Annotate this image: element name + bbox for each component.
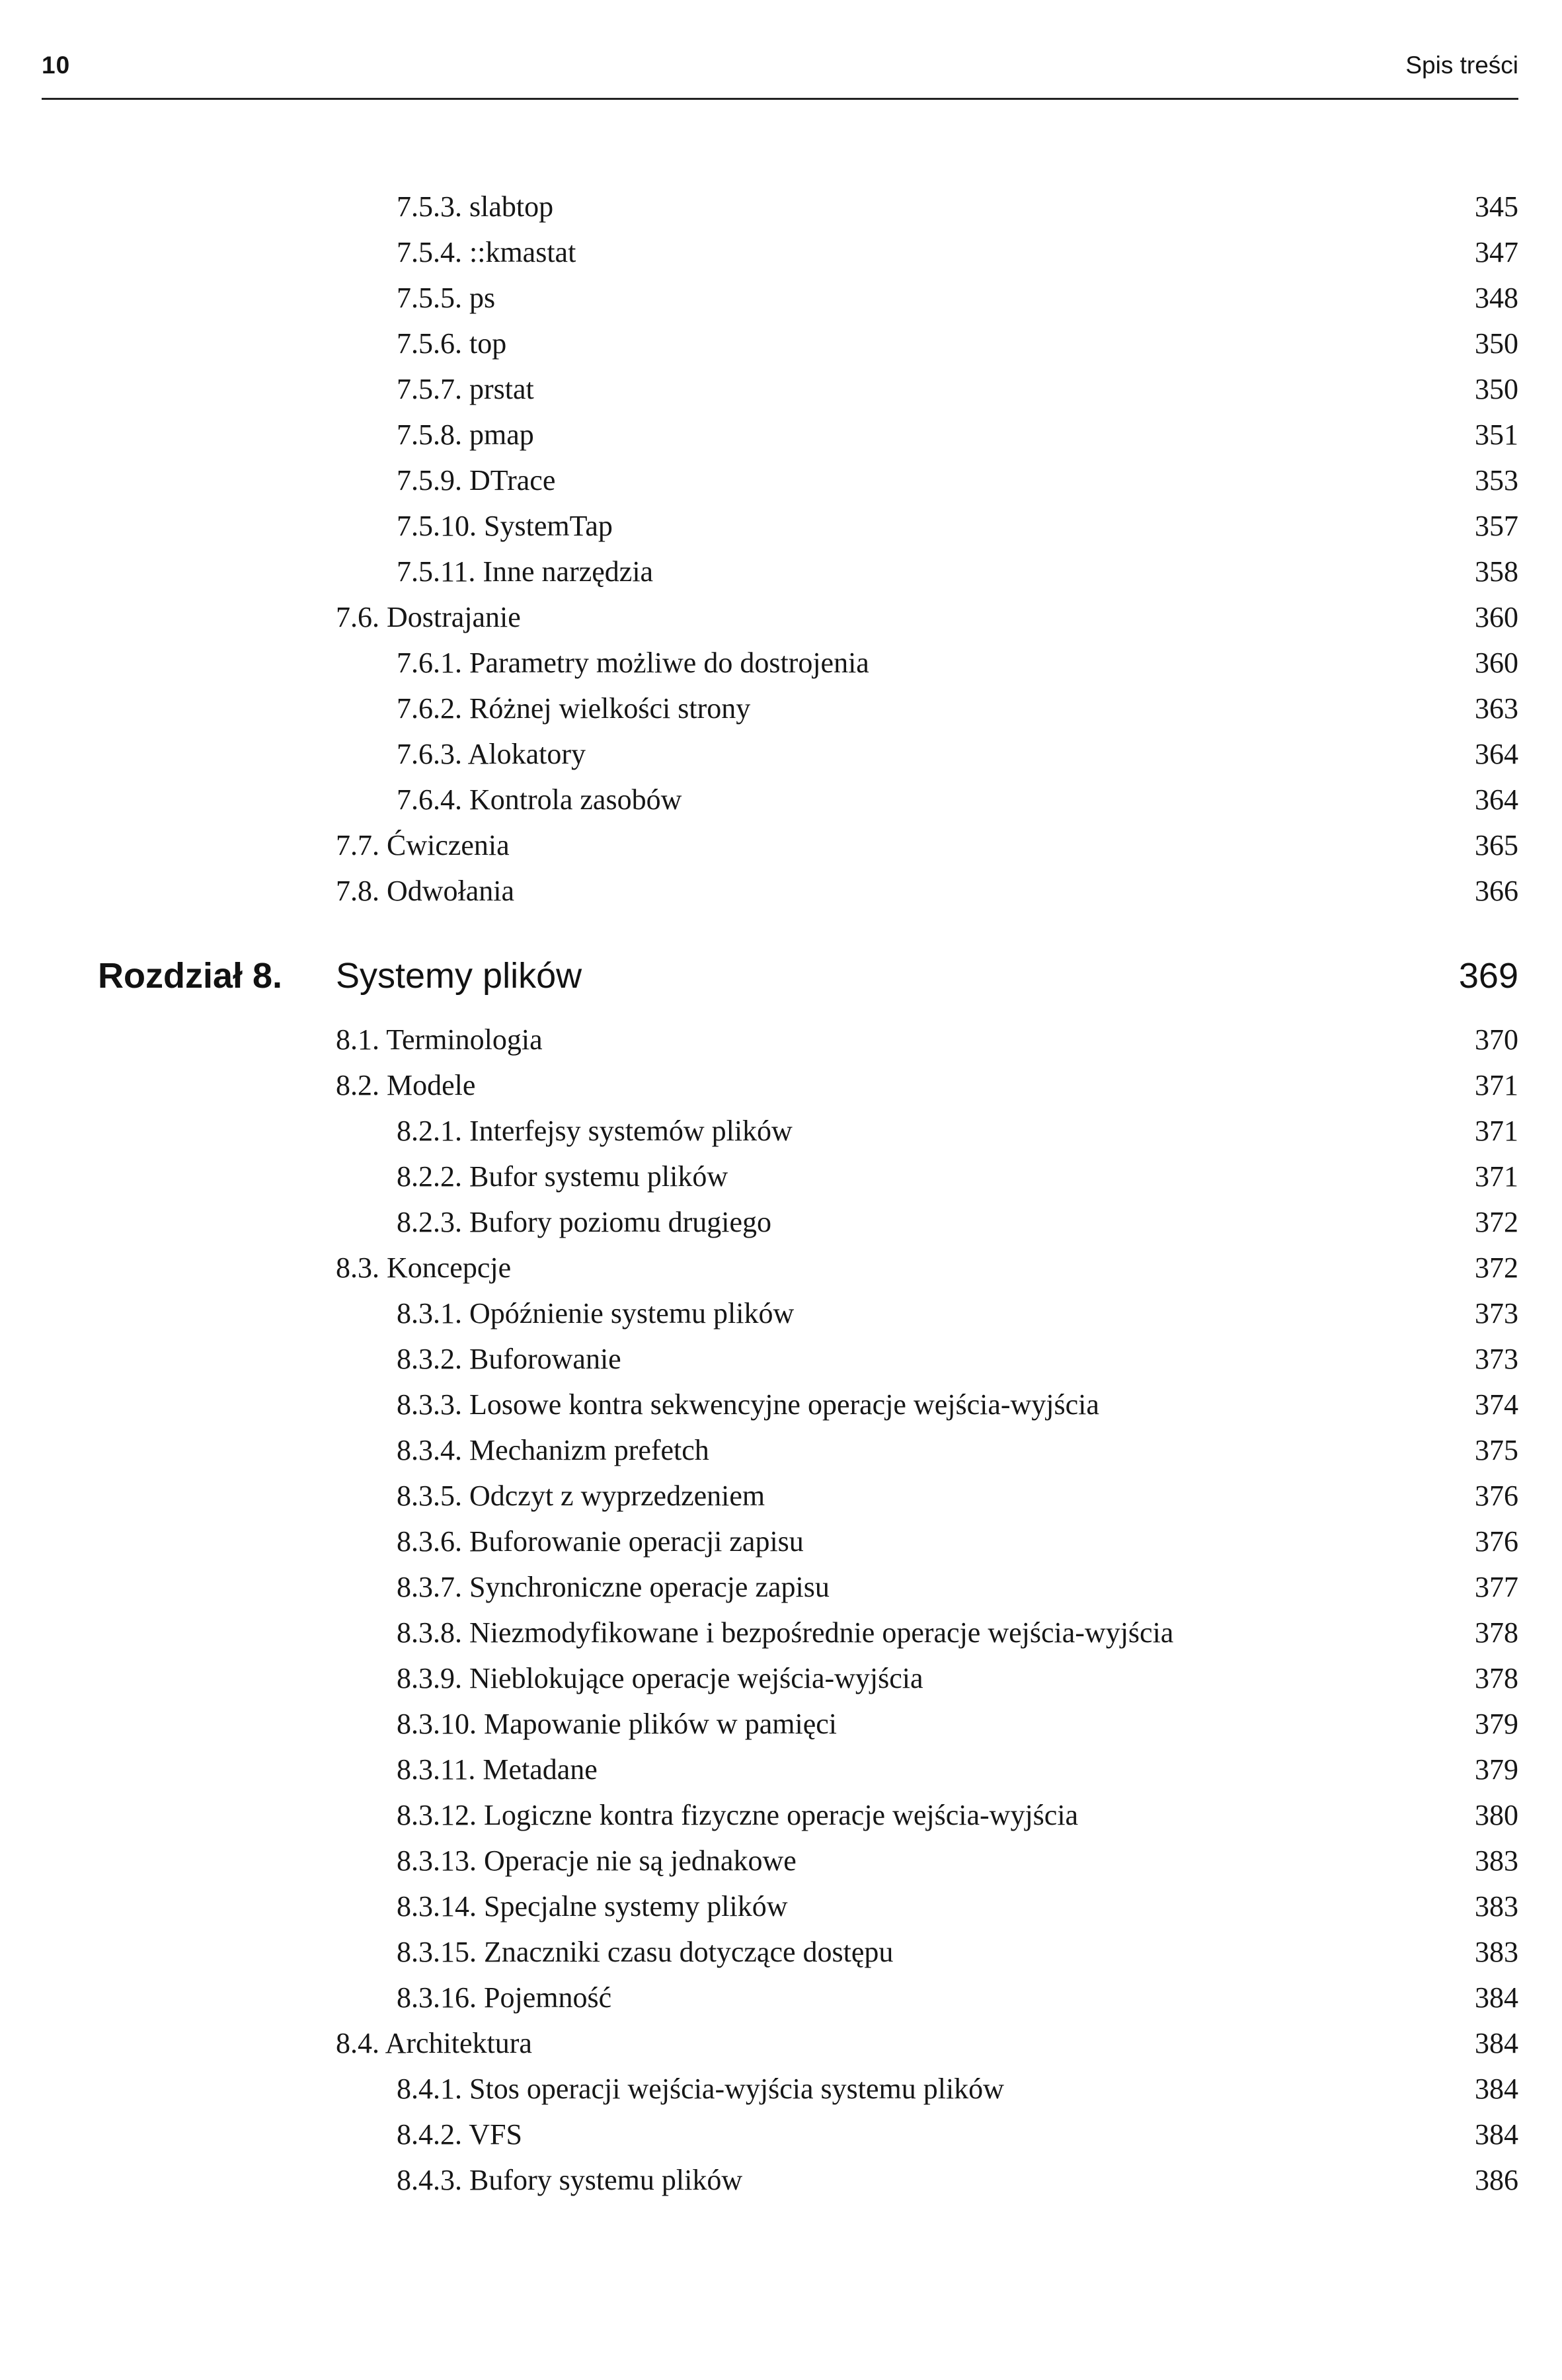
toc-entry	[0, 1154, 1518, 1199]
toc-entry-label: 7.6.4. Kontrola zasobów	[397, 783, 682, 816]
toc-entry-page: 377	[1475, 1571, 1518, 1603]
toc-entry	[0, 686, 1518, 731]
toc-entry-page: 345	[1475, 190, 1518, 223]
toc-entry-label: 8.2.3. Bufory poziomu drugiego	[397, 1206, 772, 1238]
toc-entry-page: 350	[1475, 373, 1518, 405]
toc-entry-label: 8.2. Modele	[336, 1069, 476, 1101]
toc-entry-page: 376	[1475, 1525, 1518, 1558]
toc-entry	[0, 275, 1518, 321]
toc-entry-label: 7.7. Ćwiczenia	[336, 829, 510, 861]
toc-entry-label: 7.5.4. ::kmastat	[397, 236, 576, 268]
toc-entry	[0, 366, 1518, 412]
toc-entry	[0, 1747, 1518, 1792]
toc-entry-page: 386	[1475, 2164, 1518, 2196]
toc-entry	[0, 1884, 1518, 1929]
toc-entry-label: 7.5.10. SystemTap	[397, 510, 613, 542]
toc-entry-label: 8.2.1. Interfejsy systemów plików	[397, 1115, 793, 1147]
toc-entry-label: 8.4. Architektura	[336, 2027, 532, 2059]
toc-entry-label: 7.6. Dostrajanie	[336, 601, 521, 633]
toc-entry-label: 8.3.5. Odczyt z wyprzedzeniem	[397, 1480, 765, 1512]
chapter-heading	[0, 955, 1518, 997]
toc-entry-label: 7.6.2. Różnej wielkości strony	[397, 692, 751, 725]
toc-entry-page: 350	[1475, 327, 1518, 360]
toc-entry-label: 8.3.11. Metadane	[397, 1753, 598, 1786]
toc-entry-label: 8.4.3. Bufory systemu plików	[397, 2164, 743, 2196]
toc-entry-label: 8.4.1. Stos operacji wejścia-wyjścia systemu plików	[397, 2073, 1004, 2105]
toc-entry	[0, 594, 1518, 640]
toc-entry	[0, 822, 1518, 868]
toc-entry-label: 7.5.9. DTrace	[397, 464, 556, 496]
header-title: Spis treści	[1405, 52, 1518, 79]
toc-entry	[0, 777, 1518, 822]
toc-entry	[0, 321, 1518, 366]
toc-entry-label: 8.3.4. Mechanizm prefetch	[397, 1434, 709, 1466]
toc-entry-label: 8.3.1. Opóźnienie systemu plików	[397, 1297, 795, 1329]
chapter-label: Rozdział 8.	[98, 956, 283, 996]
toc-entry	[0, 1838, 1518, 1884]
page-header	[42, 52, 1518, 79]
toc-entry-page: 351	[1475, 418, 1518, 451]
toc-entry-page: 365	[1475, 829, 1518, 861]
toc-entry	[0, 1290, 1518, 1336]
toc-entry	[0, 1792, 1518, 1838]
toc-entry-label: 7.5.3. slabtop	[397, 190, 554, 223]
toc-entry-page: 378	[1475, 1616, 1518, 1649]
toc-entry	[0, 1610, 1518, 1655]
toc-entry-page: 357	[1475, 510, 1518, 542]
toc-entry-label: 8.3.3. Losowe kontra sekwencyjne operacje wejścia-wyjścia	[397, 1388, 1099, 1421]
toc-entry	[0, 1473, 1518, 1519]
toc-entry-label: 8.3. Koncepcje	[336, 1251, 512, 1284]
toc-entry-page: 376	[1475, 1480, 1518, 1512]
toc-entry-page: 380	[1475, 1799, 1518, 1831]
toc-entry	[0, 1336, 1518, 1382]
toc-entry-page: 384	[1475, 2027, 1518, 2059]
toc-entry-label: 8.3.10. Mapowanie plików w pamięci	[397, 1708, 837, 1740]
toc-entry	[0, 2157, 1518, 2203]
toc-entry-label: 7.6.1. Parametry możliwe do dostrojenia	[397, 647, 869, 679]
toc-entry-page: 363	[1475, 692, 1518, 725]
toc-entry	[0, 549, 1518, 594]
toc-entry-page: 372	[1475, 1251, 1518, 1284]
toc-entry-page: 384	[1475, 2118, 1518, 2151]
toc-entry-page: 353	[1475, 464, 1518, 496]
toc-entry-label: 8.3.13. Operacje nie są jednakowe	[397, 1844, 797, 1877]
toc-entry-label: 8.3.16. Pojemność	[397, 1981, 612, 2014]
toc-entry-label: 7.5.8. pmap	[397, 418, 534, 451]
toc-entry	[0, 503, 1518, 549]
toc-entry-page: 370	[1475, 1023, 1518, 1056]
toc-entry-label: 8.3.14. Specjalne systemy plików	[397, 1890, 788, 1923]
toc-entry-page: 379	[1475, 1708, 1518, 1740]
toc-entry-page: 360	[1475, 647, 1518, 679]
toc-entry	[0, 1427, 1518, 1473]
toc-entry-label: 7.6.3. Alokatory	[397, 738, 586, 770]
toc-entry-label: 8.2.2. Bufor systemu plików	[397, 1160, 728, 1193]
toc-entry-page: 364	[1475, 783, 1518, 816]
toc-entry-label: 7.8. Odwołania	[336, 875, 515, 907]
toc-entry	[0, 2112, 1518, 2157]
toc-entry	[0, 1108, 1518, 1154]
toc-entry-label: 8.3.7. Synchroniczne operacje zapisu	[397, 1571, 830, 1603]
toc-entry-label: 8.3.6. Buforowanie operacji zapisu	[397, 1525, 804, 1558]
toc-entry-page: 384	[1475, 2073, 1518, 2105]
table-of-contents	[0, 184, 1518, 2203]
page-number: 10	[42, 52, 71, 79]
toc-entry	[0, 1975, 1518, 2020]
toc-entry-label: 8.3.8. Niezmodyfikowane i bezpośrednie operacje wejścia-wyjścia	[397, 1616, 1174, 1649]
toc-entry	[0, 640, 1518, 686]
toc-entry-page: 373	[1475, 1343, 1518, 1375]
toc-entry-page: 384	[1475, 1981, 1518, 2014]
toc-entry-page: 371	[1475, 1160, 1518, 1193]
chapter-page-number: 369	[1458, 956, 1518, 996]
toc-entry-page: 358	[1475, 555, 1518, 588]
toc-entry-page: 347	[1475, 236, 1518, 268]
toc-entry-label: 7.5.6. top	[397, 327, 507, 360]
toc-entry-label: 8.4.2. VFS	[397, 2118, 522, 2151]
toc-entry	[0, 1017, 1518, 1062]
toc-entry-page: 383	[1475, 1936, 1518, 1968]
toc-entry-label: 7.5.5. ps	[397, 282, 496, 314]
toc-entry	[0, 1564, 1518, 1610]
chapter-title: Systemy plików	[336, 956, 582, 996]
toc-entry-label: 7.5.7. prstat	[397, 373, 534, 405]
toc-section-chapter7	[0, 184, 1518, 914]
toc-entry-label: 7.5.11. Inne narzędzia	[397, 555, 654, 588]
toc-section-chapter8	[0, 1017, 1518, 2203]
toc-entry-page: 348	[1475, 282, 1518, 314]
toc-entry-page: 383	[1475, 1844, 1518, 1877]
toc-entry	[0, 2066, 1518, 2112]
toc-entry-page: 364	[1475, 738, 1518, 770]
toc-entry	[0, 1382, 1518, 1427]
toc-entry	[0, 412, 1518, 457]
toc-entry	[0, 1199, 1518, 1245]
toc-entry	[0, 2020, 1518, 2066]
toc-entry-label: 8.3.12. Logiczne kontra fizyczne operacje wejścia-wyjścia	[397, 1799, 1079, 1831]
toc-entry-page: 383	[1475, 1890, 1518, 1923]
toc-entry	[0, 1655, 1518, 1701]
toc-entry-page: 378	[1475, 1662, 1518, 1694]
toc-entry-page: 374	[1475, 1388, 1518, 1421]
toc-entry	[0, 868, 1518, 914]
toc-entry-label: 8.3.15. Znaczniki czasu dotyczące dostępu	[397, 1936, 894, 1968]
toc-entry-page: 371	[1475, 1115, 1518, 1147]
toc-entry	[0, 1929, 1518, 1975]
toc-entry	[0, 457, 1518, 503]
toc-entry-page: 371	[1475, 1069, 1518, 1101]
toc-entry	[0, 229, 1518, 275]
toc-entry	[0, 1701, 1518, 1747]
toc-entry	[0, 1519, 1518, 1564]
toc-entry-page: 379	[1475, 1753, 1518, 1786]
toc-entry-page: 373	[1475, 1297, 1518, 1329]
toc-entry-page: 375	[1475, 1434, 1518, 1466]
toc-entry-label: 8.1. Terminologia	[336, 1023, 543, 1056]
toc-entry-page: 360	[1475, 601, 1518, 633]
toc-entry-label: 8.3.9. Nieblokujące operacje wejścia-wyjścia	[397, 1662, 923, 1694]
toc-entry	[0, 1062, 1518, 1108]
header-rule	[42, 98, 1518, 100]
toc-entry-page: 366	[1475, 875, 1518, 907]
toc-entry	[0, 731, 1518, 777]
toc-entry	[0, 1245, 1518, 1290]
toc-entry	[0, 184, 1518, 229]
toc-entry-label: 8.3.2. Buforowanie	[397, 1343, 621, 1375]
toc-entry-page: 372	[1475, 1206, 1518, 1238]
